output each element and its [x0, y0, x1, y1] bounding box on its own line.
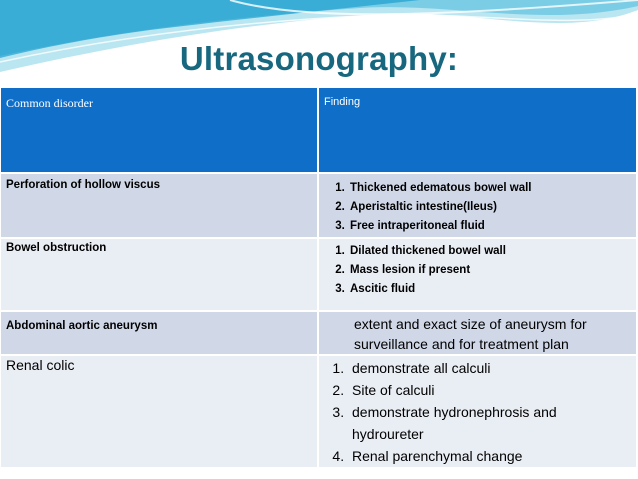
finding-item: 3. Ascitic fluid — [348, 280, 631, 299]
table-header-row — [1, 88, 637, 173]
table-row — [1, 311, 637, 355]
finding-item: 1. Dilated thickened bowel wall — [348, 242, 631, 261]
finding-cell — [318, 238, 637, 311]
finding-item: 1. Thickened edematous bowel wall — [348, 179, 631, 198]
table-row — [1, 238, 637, 311]
finding-item: 4. Renal parenchymal change — [348, 445, 631, 467]
finding-item: 2. Site of calculi — [348, 379, 631, 401]
slide-title: Ultrasonography: — [179, 40, 459, 77]
header-common-disorder: Common disorder — [1, 88, 318, 173]
disorder-cell: Abdominal aortic aneurysm — [1, 311, 318, 355]
table-row — [1, 173, 637, 238]
finding-cell — [318, 311, 637, 355]
table-row — [1, 355, 637, 467]
finding-item: 3. demonstrate hydronephrosis and hydroureter — [348, 401, 631, 445]
disorder-cell: Bowel obstruction — [1, 238, 318, 311]
finding-cell — [318, 173, 637, 238]
disorder-cell: Renal colic — [1, 355, 318, 467]
finding-item: 1. demonstrate all calculi — [348, 357, 631, 379]
finding-item: 3. Free intraperitoneal fluid — [348, 217, 631, 236]
finding-cell — [318, 355, 637, 467]
finding-text: extent and exact size of aneurysm for surveillance and for treatment plan — [354, 316, 587, 352]
disorder-cell: Perforation of hollow viscus — [1, 173, 318, 238]
header-finding: Finding — [318, 88, 637, 173]
finding-item: 2. Aperistaltic intestine(Ileus) — [348, 198, 631, 217]
finding-item: 2. Mass lesion if present — [348, 261, 631, 280]
disorder-findings-table — [1, 88, 638, 467]
